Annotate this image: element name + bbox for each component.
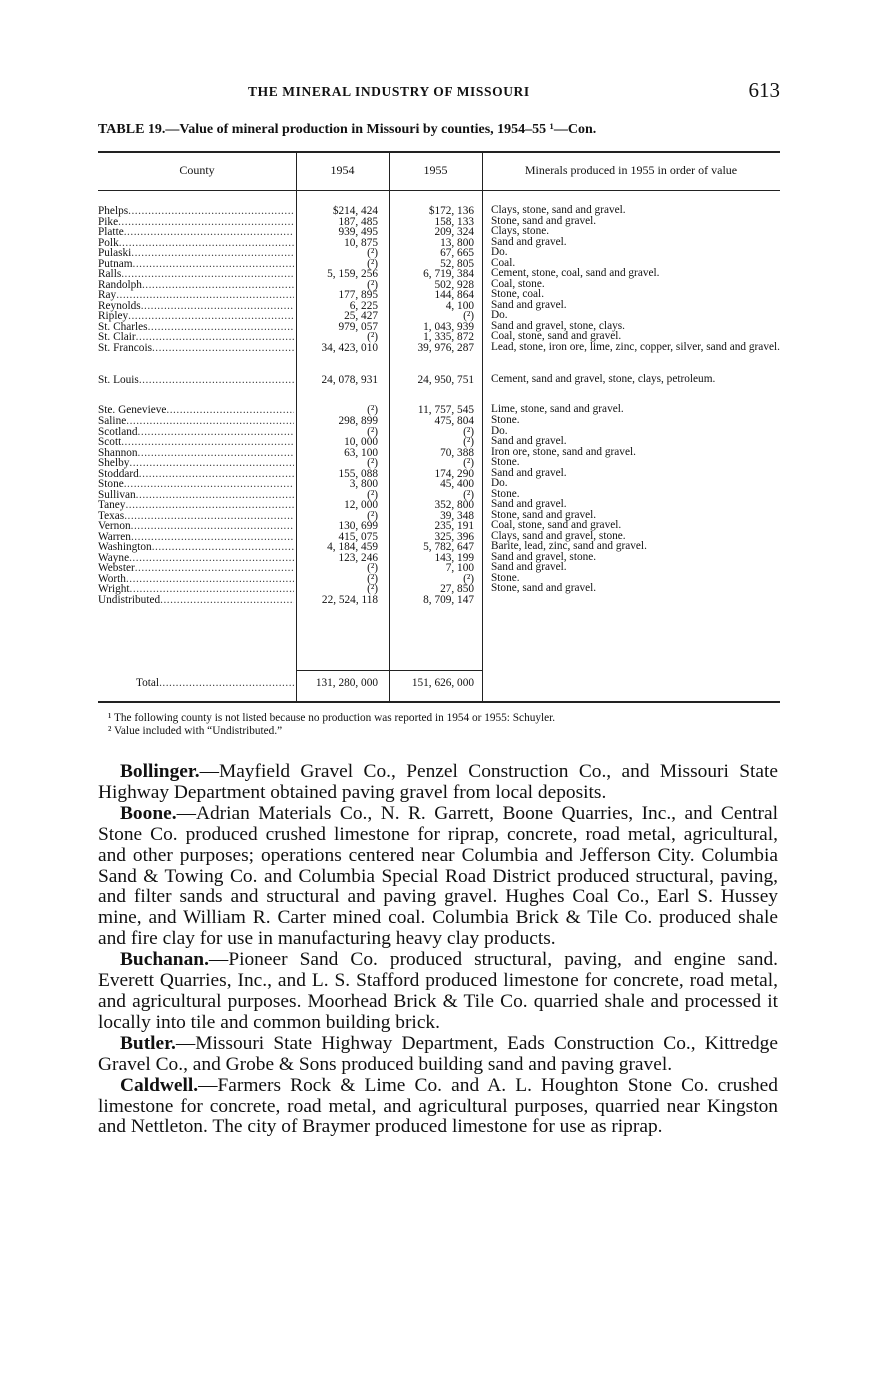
minerals-cell: Sand and gravel. (491, 298, 567, 311)
column-header-1954: 1954 (330, 163, 355, 177)
value-1955-cell: 235, 191 (434, 520, 474, 532)
footnotes (98, 712, 780, 738)
minerals-cell: Clays, stone, sand and gravel. (491, 204, 626, 216)
value-1955-cell: 209, 324 (434, 226, 474, 238)
table-top-rule (98, 151, 780, 153)
value-1954-cell: 3, 800 (349, 478, 378, 490)
value-1955-cell: (²) (463, 488, 474, 501)
value-1955-cell: 475, 804 (434, 415, 474, 427)
column-header-1955: 1955 (423, 163, 448, 177)
footnote: ² Value included with “Undistributed.” (108, 725, 283, 737)
minerals-cell: Sand and gravel. (491, 435, 567, 447)
value-1955-cell: $172, 136 (428, 205, 474, 217)
county-cell: Stone ..... (98, 478, 294, 490)
county-cell: Taney ..... (98, 499, 294, 511)
body-text (98, 762, 778, 1138)
minerals-cell: Do. (491, 424, 508, 437)
column-header-county: County (179, 163, 215, 177)
value-1955-cell: 5, 782, 647 (423, 541, 474, 553)
minerals-cell: Iron ore, stone, sand and gravel. (491, 445, 636, 458)
value-1954-cell: (²) (367, 278, 378, 291)
county-paragraph (98, 762, 778, 804)
county-cell: Reynolds ..... (98, 300, 294, 312)
minerals-cell: Do. (491, 246, 508, 258)
total-1954: 131, 280, 000 (315, 677, 378, 689)
minerals-cell: Sand and gravel. (491, 561, 567, 573)
county-cell: Shelby ..... (98, 457, 294, 469)
page-header (98, 78, 780, 102)
county-cell: Ralls ..... (98, 268, 294, 280)
county-cell: Texas ..... (98, 510, 294, 522)
county-cell: Worth ..... (98, 573, 294, 585)
minerals-cell: Stone. (491, 487, 520, 500)
county-cell: Warren ..... (98, 531, 294, 543)
value-1955-cell: 67, 665 (440, 247, 474, 259)
value-1954-cell: (²) (367, 257, 378, 270)
minerals-cell: Sand and gravel. (491, 498, 567, 510)
minerals-cell: Clays, sand and gravel, stone. (491, 529, 626, 542)
county-cell: Ray ..... (98, 289, 294, 301)
value-1955-cell: 24, 950, 751 (417, 374, 474, 386)
value-1955-cell: 13, 800 (440, 236, 474, 249)
value-1955-cell: 1, 043, 939 (423, 320, 474, 333)
minerals-cell: Coal, stone, sand and gravel. (491, 330, 622, 342)
total-label: Total ..... (136, 677, 294, 689)
value-1954-cell: (²) (367, 331, 378, 343)
value-1955-cell: 52, 805 (440, 257, 474, 270)
value-1954-cell: (²) (367, 583, 378, 595)
value-1955-cell: (²) (463, 425, 474, 438)
page-number: 613 (748, 78, 780, 102)
value-1954-cell: 10, 000 (344, 436, 378, 448)
table-header-rule (98, 190, 780, 191)
value-1954-cell: (²) (367, 562, 378, 574)
county-cell: St. Francois ..... (98, 342, 294, 354)
county-cell: Wright ..... (98, 583, 294, 595)
value-1954-cell: (²) (367, 488, 378, 501)
minerals-cell: Barite, lead, zinc, sand and gravel. (491, 540, 647, 552)
county-cell: Saline ..... (98, 415, 294, 427)
county-cell: Putnam ..... (98, 258, 294, 270)
minerals-cell: Sand and gravel, stone, clays. (491, 319, 625, 332)
county-paragraph (98, 1034, 778, 1076)
value-1955-cell: 325, 396 (434, 530, 474, 543)
value-1954-cell: $214, 424 (332, 205, 378, 217)
value-1954-cell: 5, 159, 256 (327, 268, 378, 280)
running-title: THE MINERAL INDUSTRY OF MISSOURI (248, 84, 530, 99)
value-1954-cell: 12, 000 (344, 499, 378, 511)
value-1954-cell: 34, 423, 010 (321, 341, 378, 354)
county-heading: Caldwell. (120, 1074, 199, 1096)
value-1954-cell: (²) (367, 457, 378, 469)
minerals-cell: Do. (491, 477, 508, 489)
county-cell: Scotland ..... (98, 426, 294, 438)
county-cell: Pulaski ..... (98, 247, 294, 259)
value-1955-cell: 144, 864 (434, 289, 474, 301)
value-1954-cell: 123, 246 (338, 551, 378, 564)
column-header-minerals: Minerals produced in 1955 in order of value (524, 163, 738, 177)
county-cell: St. Louis ..... (98, 374, 294, 386)
county-cell: Pike ..... (98, 216, 294, 228)
county-cell: St. Clair ..... (98, 331, 294, 343)
value-1955-cell: 8, 709, 147 (423, 593, 474, 606)
value-1955-cell: (²) (463, 310, 474, 322)
value-1955-cell: (²) (463, 457, 474, 469)
value-1955-cell: 11, 757, 545 (417, 404, 474, 416)
county-paragraph (98, 950, 778, 1034)
value-1955-cell: 352, 800 (434, 499, 474, 511)
county-cell: Scott ..... (98, 436, 294, 448)
minerals-cell: Sand and gravel. (491, 235, 567, 248)
minerals-cell: Do. (491, 309, 508, 321)
county-heading: Buchanan. (120, 949, 209, 971)
paragraph-text: —Adrian Materials Co., N. R. Garrett, Boone Quarries, Inc., and Central Stone Co. produced crushed limestone for riprap, concrete, road metal, agricultural, and other purposes; operations centered near Columbia and Jefferson City. Columbia Sand & Towing Co. and Columbia Special Road District produced structural, paving, and filter sands and structural and paving gravel. Hughes Coal Co., Earl S. Hussey mine, and William R. Carter mined coal. Columbia Brick & Tile Co. produced shale and fire clay for use in manufacturing heavy clay products. (98, 802, 778, 950)
value-1954-cell: 177, 895 (338, 289, 378, 301)
minerals-cell: Stone. (491, 571, 520, 584)
county-cell: Sullivan ..... (98, 489, 294, 501)
value-1954-cell: 130, 699 (338, 520, 378, 532)
county-heading: Bollinger. (120, 761, 200, 782)
minerals-cell: Sand and gravel, stone. (491, 550, 597, 563)
value-1955-cell: 39, 348 (440, 509, 474, 522)
column-divider (389, 153, 390, 701)
value-1954-cell: 22, 524, 118 (321, 593, 378, 606)
minerals-cell: Cement, stone, coal, sand and gravel. (491, 267, 660, 279)
value-1954-cell: (²) (367, 425, 378, 438)
value-1954-cell: 6, 225 (349, 299, 378, 312)
county-cell: Platte ..... (98, 226, 294, 238)
minerals-cell: Stone, coal. (491, 288, 545, 300)
value-1955-cell: 158, 133 (434, 215, 474, 228)
value-1955-cell: 70, 388 (440, 446, 474, 459)
county-cell: Polk ..... (98, 237, 294, 249)
county-cell: Vernon ..... (98, 520, 294, 532)
table-bottom-rule (98, 701, 780, 703)
minerals-cell: Stone. (491, 456, 520, 468)
county-cell: Ripley ..... (98, 310, 294, 322)
value-1954-cell: 24, 078, 931 (321, 374, 378, 386)
value-1954-cell: 298, 899 (338, 415, 378, 427)
value-1954-cell: 939, 495 (338, 226, 378, 238)
value-1955-cell: 143, 199 (434, 551, 474, 564)
county-cell: Shannon ..... (98, 447, 294, 459)
county-paragraph (98, 804, 778, 950)
value-1954-cell: (²) (367, 404, 378, 416)
minerals-cell: Cement, sand and gravel, stone, clays, petroleum. (491, 373, 716, 385)
column-divider (296, 153, 297, 701)
value-1955-cell: 39, 976, 287 (417, 341, 474, 354)
minerals-cell: Clays, stone. (491, 225, 550, 237)
value-1955-cell: 27, 850 (440, 583, 474, 595)
value-1955-cell: 45, 400 (440, 478, 474, 490)
paragraph-text: —Farmers Rock & Lime Co. and A. L. Houghton Stone Co. crushed limestone for concrete, road metal, and agricultural purposes, quarried near Kingston and Nettleton. The city of Braymer produced limestone for use as riprap. (98, 1074, 778, 1138)
total-1955: 151, 626, 000 (411, 677, 474, 689)
county-cell: Webster ..... (98, 562, 294, 574)
column-divider (482, 153, 483, 701)
minerals-cell: Lime, stone, sand and gravel. (491, 403, 624, 415)
minerals-cell: Sand and gravel. (491, 466, 567, 479)
value-1955-cell: 6, 719, 384 (423, 268, 474, 280)
county-cell: St. Charles ..... (98, 321, 294, 333)
county-cell: Stoddard ..... (98, 468, 294, 480)
minerals-cell: Lead, stone, iron ore, lime, zinc, copper, silver, sand and gravel. (491, 340, 780, 353)
paragraph-text: —Pioneer Sand Co. produced structural, paving, and engine sand. Everett Quarries, Inc., and L. S. Stafford produced limestone for concrete, road metal, and agricultural purposes. Moorhead Brick & Tile Co. quarried shale and processed it locally into tile and common building brick. (98, 949, 778, 1033)
value-1955-cell: (²) (463, 436, 474, 448)
value-1955-cell: 7, 100 (445, 562, 474, 574)
value-1954-cell: 25, 427 (344, 310, 378, 322)
value-1954-cell: (²) (367, 247, 378, 259)
county-cell: Ste. Genevieve ..... (98, 404, 294, 416)
county-cell: Undistributed ..... (98, 594, 294, 606)
value-1954-cell: 187, 485 (338, 215, 378, 228)
county-cell: Phelps ..... (98, 205, 294, 217)
value-1954-cell: (²) (367, 509, 378, 522)
minerals-cell: Coal. (491, 256, 516, 269)
county-heading: Butler. (120, 1032, 176, 1054)
minerals-cell: Stone, sand and gravel. (491, 508, 597, 521)
value-1955-cell: 502, 928 (434, 278, 474, 291)
county-cell: Washington ..... (98, 541, 294, 553)
footnote: ¹ The following county is not listed because no production was reported in 1954 or 1955: Schuyler. (108, 712, 556, 724)
minerals-cell: Stone. (491, 414, 520, 426)
county-cell: Wayne ..... (98, 552, 294, 564)
table-caption: TABLE 19.—Value of mineral production in Missouri by counties, 1954–55 ¹—Con. (98, 122, 597, 137)
value-1954-cell: 979, 057 (338, 320, 378, 333)
value-1955-cell: (²) (463, 572, 474, 585)
value-1955-cell: 4, 100 (445, 299, 474, 312)
paragraph-text: —Mayfield Gravel Co., Penzel Construction Co., and Missouri State Highway Department obtained paving gravel from local deposits. (98, 761, 778, 803)
county-paragraph (98, 1076, 778, 1139)
minerals-cell: Coal, stone. (491, 277, 545, 290)
value-1954-cell: 415, 075 (338, 530, 378, 543)
minerals-cell: Stone, sand and gravel. (491, 214, 597, 227)
value-1955-cell: 174, 290 (434, 467, 474, 480)
value-1955-cell: 1, 335, 872 (423, 331, 474, 343)
value-1954-cell: 10, 875 (344, 236, 378, 249)
paragraph-text: —Missouri State Highway Department, Eads Construction Co., Kittredge Gravel Co., and Grobe & Sons produced building sand and paving gravel. (98, 1032, 778, 1075)
minerals-cell: Coal, stone, sand and gravel. (491, 519, 622, 531)
minerals-cell: Stone, sand and gravel. (491, 582, 597, 594)
value-1954-cell: 155, 088 (338, 467, 378, 480)
value-1954-cell: 4, 184, 459 (327, 541, 378, 553)
value-1954-cell: 63, 100 (344, 446, 378, 459)
value-1954-cell: (²) (367, 572, 378, 585)
county-heading: Boone. (120, 802, 177, 824)
county-cell: Randolph ..... (98, 279, 294, 291)
